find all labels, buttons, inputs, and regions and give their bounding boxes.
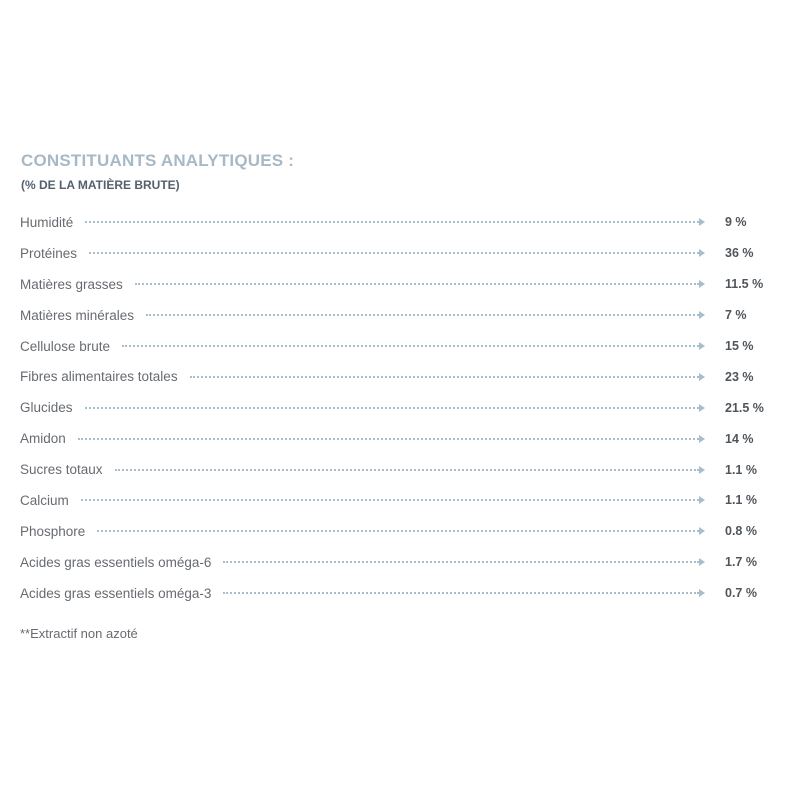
constituent-label: Protéines — [20, 245, 78, 261]
constituent-value: 1.7 % — [725, 555, 757, 570]
dotted-leader-arrow — [97, 526, 705, 536]
dotted-leader-arrow — [223, 588, 705, 598]
constituent-value: 21.5 % — [725, 400, 764, 415]
table-row — [20, 423, 780, 454]
table-row — [20, 516, 780, 547]
table-row — [20, 331, 780, 362]
constituent-label: Matières grasses — [20, 276, 123, 292]
section-title: CONSTITUANTS ANALYTIQUES : — [21, 151, 295, 170]
dotted-leader-arrow — [190, 372, 705, 382]
section-subtitle: (% DE LA MATIÈRE BRUTE) — [21, 178, 180, 192]
constituent-value: 9 % — [725, 215, 747, 230]
constituent-label: Sucres totaux — [20, 462, 103, 478]
constituent-label: Phosphore — [20, 523, 86, 539]
constituent-value: 14 % — [725, 431, 754, 446]
table-row — [20, 361, 780, 392]
dotted-leader-arrow — [78, 434, 705, 444]
dotted-leader-arrow — [146, 310, 705, 320]
constituent-value: 23 % — [725, 369, 754, 384]
dotted-leader-arrow — [223, 557, 705, 567]
constituent-label: Acides gras essentiels oméga-6 — [20, 554, 212, 570]
dotted-leader-arrow — [122, 341, 705, 351]
constituents-table — [20, 207, 780, 609]
table-row — [20, 207, 780, 238]
table-row — [20, 392, 780, 423]
table-row — [20, 238, 780, 269]
constituent-label: Matières minérales — [20, 307, 135, 323]
constituent-value: 11.5 % — [725, 277, 764, 292]
constituent-value: 15 % — [725, 339, 754, 353]
constituent-value: 0.7 % — [725, 586, 757, 601]
table-row — [20, 454, 780, 485]
dotted-leader-arrow — [85, 217, 705, 227]
table-row — [20, 547, 780, 578]
constituent-label: Amidon — [20, 431, 66, 447]
table-row — [20, 578, 780, 609]
constituent-label: Calcium — [20, 492, 69, 508]
dotted-leader-arrow — [85, 403, 705, 413]
constituent-value: 36 % — [725, 246, 754, 261]
dotted-leader-arrow — [115, 465, 705, 475]
constituent-value: 1.1 % — [725, 462, 757, 477]
dotted-leader-arrow — [81, 495, 705, 505]
constituent-label: Fibres alimentaires totales — [20, 369, 178, 385]
table-row — [20, 300, 780, 331]
constituent-label: Acides gras essentiels oméga-3 — [20, 585, 212, 601]
dotted-leader-arrow — [135, 279, 705, 289]
dotted-leader-arrow — [89, 248, 705, 258]
constituent-label: Humidité — [20, 214, 74, 230]
constituent-label: Glucides — [20, 400, 73, 416]
constituent-label: Cellulose brute — [20, 338, 111, 354]
footnote: **Extractif non azoté — [20, 626, 138, 641]
table-row — [20, 269, 780, 300]
constituent-value: 1.1 % — [725, 493, 757, 508]
constituent-value: 7 % — [725, 308, 747, 323]
constituent-value: 0.8 % — [725, 524, 757, 539]
table-row — [20, 485, 780, 516]
